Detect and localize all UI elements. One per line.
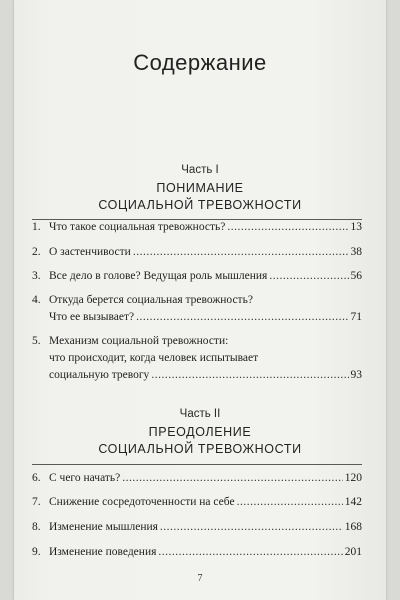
toc-entry-page: 13 [350,221,362,233]
toc-entry-page: 71 [350,311,362,323]
toc-entry-number: 2. [32,246,41,258]
toc-entry-4[interactable] [32,292,362,326]
toc-entry-page: 142 [344,496,362,508]
toc-entry-3[interactable] [32,268,362,285]
toc-entry-page: 56 [350,270,362,282]
toc-entry-2[interactable] [32,244,362,261]
toc-entry-title: О застенчивости [49,246,131,258]
toc-entry-title: С чего начать? [49,472,121,484]
toc-entry-8[interactable] [32,519,362,536]
part-1-title [14,180,386,214]
toc-leader-dots [237,494,343,511]
toc-entry-6[interactable] [32,470,362,487]
part-2-title-line-2: СОЦИАЛЬНОЙ ТРЕВОЖНОСТИ [98,442,302,456]
toc-entry-number: 4. [32,294,41,306]
part-2-divider [32,464,362,465]
toc-leader-dots [227,219,348,236]
toc-entry-title: Все дело в голове? Ведущая роль мышления [49,270,268,282]
toc-entry-title: Что ее вызывает? [49,311,135,323]
toc-leader-dots [160,519,343,536]
toc-entry-title-line: что происходит, когда человек испытывает [49,352,259,364]
toc-entry-title: Изменение мышления [49,521,158,533]
toc-entry-number: 6. [32,472,41,484]
toc-entry-number: 8. [32,521,41,533]
toc-leader-dots [269,268,348,285]
toc-entry-title: Изменение поведения [49,546,157,558]
toc-entry-page: 93 [350,369,362,381]
toc-entry-5[interactable] [32,333,362,384]
toc-entry-1[interactable] [32,219,362,236]
book-page [14,0,386,600]
toc-entry-title: Снижение сосредоточенности на себе [49,496,235,508]
toc-entry-title-line: Механизм социальной тревожности: [49,335,229,347]
toc-entry-title: социальную тревогу [49,369,150,381]
toc-leader-dots [133,244,349,261]
part-2-title-line-1: ПРЕОДОЛЕНИЕ [148,425,252,439]
toc-entry-title-line: Откуда берется социальная тревожность? [49,294,253,306]
part-2-label: Часть II [179,408,221,420]
toc-entry-number: 9. [32,546,41,558]
part-1-title-line-1: ПОНИМАНИЕ [156,181,244,195]
toc-entry-page: 168 [344,521,362,533]
toc-entry-page: 120 [344,472,362,484]
part-1-title-line-2: СОЦИАЛЬНОЙ ТРЕВОЖНОСТИ [98,198,302,212]
toc-leader-dots [158,544,342,561]
toc-entry-number: 5. [32,335,41,347]
toc-entry-number: 7. [32,496,41,508]
page-number: 7 [197,573,203,584]
toc-entry-page: 38 [350,246,362,258]
toc-entry-number: 3. [32,270,41,282]
toc-entry-number: 1. [32,221,41,233]
toc-leader-dots [122,470,342,487]
toc-entry-page: 201 [344,546,362,558]
toc-leader-dots [136,309,348,326]
toc-leader-dots [151,367,348,384]
part-2-title [14,424,386,458]
toc-entry-9[interactable] [32,544,362,561]
toc-entry-7[interactable] [32,494,362,511]
part-1-label: Часть I [181,164,219,176]
toc-entry-title: Что такое социальная тревожность? [49,221,226,233]
page-title: Содержание [133,50,267,75]
